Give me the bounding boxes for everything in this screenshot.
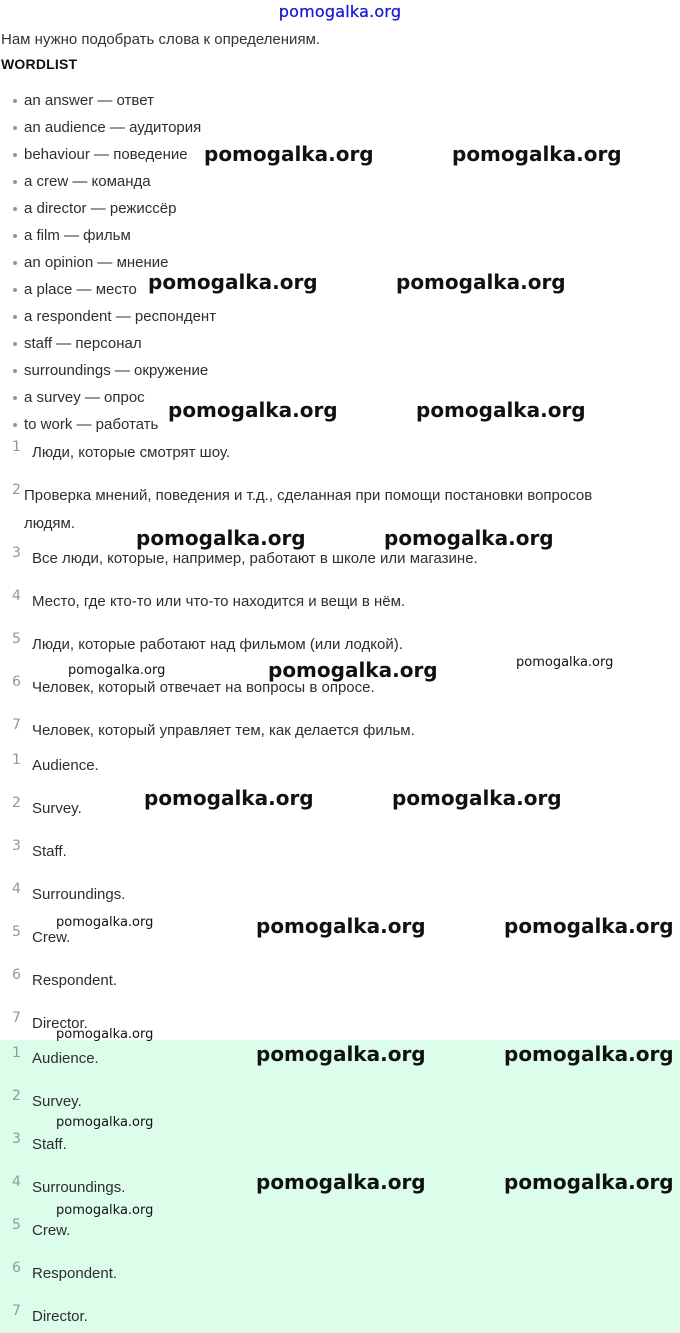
watermark: pomogalka.org [504,1042,674,1066]
answer-item [0,881,660,909]
wordlist-item [0,87,680,114]
answer-item [0,967,660,995]
bullet-icon [13,369,17,373]
item-number: 4 [12,881,21,897]
item-number: 4 [12,588,21,604]
wordlist-item-text: surroundings — окружение [24,362,209,379]
wordlist-item-text: behaviour — поведение [24,146,188,163]
watermark: pomogalka.org [396,270,566,294]
answer-text: Staff. [32,1136,67,1153]
item-number: 2 [12,1088,21,1104]
bullet-icon [13,180,17,184]
answer-item [0,1260,660,1288]
item-number: 1 [12,439,21,455]
wordlist-heading: WORDLIST [1,56,78,72]
answer-text: Surroundings. [32,1179,126,1196]
bullet-icon [13,288,17,292]
watermark: pomogalka.org [504,1170,674,1194]
answer-text: Director. [32,1308,88,1325]
bullet-icon [13,396,17,400]
answer-text: Respondent. [32,1265,118,1282]
answer-text: Director. [32,1015,88,1032]
definition-text: Люди, которые смотрят шоу. [32,444,231,461]
watermark: pomogalka.org [416,398,586,422]
bullet-icon [13,207,17,211]
watermark: pomogalka.org [68,663,166,678]
answer-text: Survey. [32,800,82,817]
definition-text: Человек, который отвечает на вопросы в опросе. [32,679,375,696]
answer-text: Respondent. [32,972,118,989]
answer-text: Audience. [32,1050,99,1067]
watermark: pomogalka.org [56,1203,154,1218]
item-number: 1 [12,752,21,768]
answer-item [0,1088,660,1116]
task-intro: Нам нужно подобрать слова к определениям. [1,31,321,48]
item-number: 5 [12,1217,21,1233]
watermark: pomogalka.org [504,914,674,938]
wordlist-item-text: to work — работать [24,416,159,433]
bullet-icon [13,153,17,157]
item-number: 4 [12,1174,21,1190]
wordlist-item [0,357,680,384]
definition-text: Проверка мнений, поведения и т.д., сделанная при помощи постановки вопросов людям. [24,487,593,532]
watermark: pomogalka.org [56,1115,154,1130]
wordlist-item-text: a director — режиссёр [24,200,177,217]
watermark: pomogalka.org [204,142,374,166]
item-number: 3 [12,838,21,854]
watermark: pomogalka.org [144,786,314,810]
wordlist-item [0,249,680,276]
wordlist-item [0,168,680,195]
watermark: pomogalka.org [56,915,154,930]
watermark: pomogalka.org [256,1170,426,1194]
item-number: 2 [12,795,21,811]
item-number: 2 [12,482,21,498]
item-number: 7 [12,717,21,733]
answer-text: Crew. [32,1222,71,1239]
watermark: pomogalka.org [268,658,438,682]
wordlist-item [0,276,680,303]
bullet-icon [13,234,17,238]
answer-item [0,1217,660,1245]
wordlist-item-text: an opinion — мнение [24,254,169,271]
wordlist-item-text: a respondent — респондент [24,308,217,325]
item-number: 6 [12,967,21,983]
watermark: pomogalka.org [136,526,306,550]
answer-text: Survey. [32,1093,82,1110]
bullet-icon [13,423,17,427]
bullet-icon [13,261,17,265]
answer-text: Audience. [32,757,99,774]
definition-item [0,439,660,467]
watermark: pomogalka.org [168,398,338,422]
wordlist [0,87,680,438]
watermark: pomogalka.org [452,142,622,166]
item-number: 7 [12,1303,21,1319]
definition-item [0,545,660,573]
wordlist-item [0,330,680,357]
definition-text: Человек, который управляет тем, как делается фильм. [32,722,415,739]
wordlist-item-text: staff — персонал [24,335,142,352]
answer-item [0,1131,660,1159]
item-number: 5 [12,631,21,647]
watermark: pomogalka.org [516,655,614,670]
wordlist-item-text: an answer — ответ [24,92,154,109]
answer-text: Staff. [32,843,67,860]
item-number: 3 [12,545,21,561]
definition-text: Место, где кто-то или что-то находится и вещи в нём. [32,593,406,610]
watermark: pomogalka.org [384,526,554,550]
bullet-icon [13,99,17,103]
definition-text: Люди, которые работают над фильмом (или лодкой). [32,636,403,653]
item-number: 3 [12,1131,21,1147]
site-logo: pomogalka.org [278,2,402,21]
watermark: pomogalka.org [148,270,318,294]
definition-text: Все люди, которые, например, работают в школе или магазине. [32,550,478,567]
bullet-icon [13,126,17,130]
bullet-icon [13,342,17,346]
watermark: pomogalka.org [392,786,562,810]
watermark: pomogalka.org [256,1042,426,1066]
wordlist-item [0,195,680,222]
wordlist-item-text: a place — место [24,281,137,298]
answer-item [0,1303,660,1331]
wordlist-item-text: a survey — опрос [24,389,145,406]
watermark: pomogalka.org [256,914,426,938]
answer-text: Surroundings. [32,886,126,903]
wordlist-item [0,303,680,330]
item-number: 6 [12,1260,21,1276]
answer-text: Crew. [32,929,71,946]
item-number: 6 [12,674,21,690]
bullet-icon [13,315,17,319]
wordlist-item [0,222,680,249]
item-number: 5 [12,924,21,940]
wordlist-item-text: an audience — аудитория [24,119,202,136]
watermark: pomogalka.org [56,1027,154,1042]
wordlist-item [0,114,680,141]
wordlist-item-text: a film — фильм [24,227,131,244]
item-number: 7 [12,1010,21,1026]
answer-item [0,752,660,780]
definition-item [0,588,660,616]
definition-item [0,717,660,745]
wordlist-item-text: a crew — команда [24,173,151,190]
item-number: 1 [12,1045,21,1061]
answer-item [0,838,660,866]
